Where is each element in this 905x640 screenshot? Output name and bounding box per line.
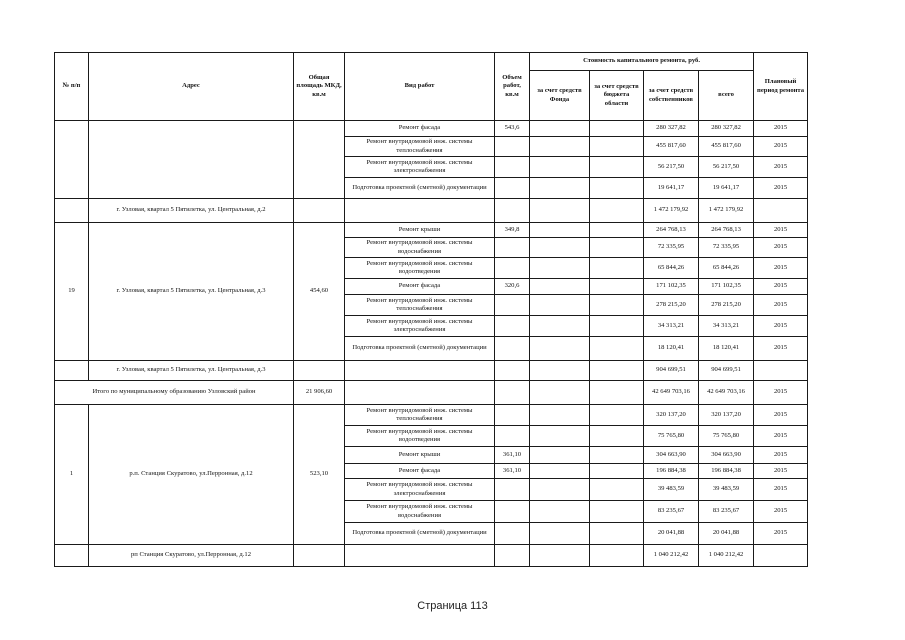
total-cost-cell: 19 641,17 [699,178,754,199]
own-cost-cell: 34 313,21 [644,316,699,337]
own-cost-cell: 19 641,17 [644,178,699,199]
volume-cell [495,258,530,279]
col-header-cost-group: Стоимость капитального ремонта, руб. [530,53,754,71]
year-cell: 2015 [754,316,808,337]
total-cost-cell: 72 335,95 [699,238,754,258]
volume-cell: 349,8 [495,223,530,238]
page-number: Страница 113 [417,600,488,612]
col-header-address: Адрес [89,53,294,121]
total-cost-cell: 75 765,80 [699,426,754,447]
work-cell: Ремонт внутридомовой инж. системы теплоснабжения [345,295,495,316]
total-cost-cell: 39 483,59 [699,479,754,501]
subtotal-row [55,361,808,381]
subtotal-label: г. Узловая, квартал 5 Пятилетка, ул. Центральная, д.2 [89,199,294,223]
volume-cell [495,157,530,178]
year-cell: 2015 [754,178,808,199]
subtotal-row [55,199,808,223]
subtotal-label: рп Станция Скуратово, ул.Перронная, д.12 [89,545,294,567]
year-cell: 2015 [754,279,808,295]
work-cell: Подготовка проектной (сметной) документации [345,337,495,361]
year-cell: 2015 [754,295,808,316]
own-cost-cell: 56 217,50 [644,157,699,178]
own-cost-cell: 72 335,95 [644,238,699,258]
work-cell: Ремонт внутридомовой инж. системы теплоснабжения [345,405,495,426]
work-cell: Ремонт внутридомовой инж. системы водоотведения [345,258,495,279]
year-cell: 2015 [754,426,808,447]
subtotal-total: 904 699,51 [699,361,754,381]
own-cost-cell: 278 215,20 [644,295,699,316]
year-cell: 2015 [754,447,808,464]
col-header-fund: за счет средств Фонда [530,71,590,121]
address-cell: г. Узловая, квартал 5 Пятилетка, ул. Центральная, д.3 [89,223,294,361]
table-row [55,223,808,238]
volume-cell [495,523,530,545]
own-cost-cell: 65 844,26 [644,258,699,279]
volume-cell [495,479,530,501]
subtotal-total: 1 040 212,42 [699,545,754,567]
volume-cell [495,238,530,258]
total-cost-cell: 18 120,41 [699,337,754,361]
work-cell: Ремонт внутридомовой инж. системы электроснабжения [345,479,495,501]
total-cost-cell: 34 313,21 [699,316,754,337]
own-cost-cell: 320 137,20 [644,405,699,426]
table-row [55,405,808,426]
own-cost-cell: 171 102,35 [644,279,699,295]
address-cell [89,121,294,199]
volume-cell [495,137,530,157]
work-cell: Подготовка проектной (сметной) документации [345,178,495,199]
own-cost-cell: 18 120,41 [644,337,699,361]
volume-cell: 320,6 [495,279,530,295]
total-cost-cell: 20 041,88 [699,523,754,545]
year-cell: 2015 [754,337,808,361]
row-num-cell: 1 [55,405,89,545]
municipal-total-area: 21 906,60 [294,381,345,405]
municipal-total-year: 2015 [754,381,808,405]
year-cell: 2015 [754,479,808,501]
total-cost-cell: 264 768,13 [699,223,754,238]
table-row [55,121,808,137]
total-cost-cell: 196 884,38 [699,464,754,479]
volume-cell [495,178,530,199]
own-cost-cell: 75 765,80 [644,426,699,447]
total-cost-cell: 320 137,20 [699,405,754,426]
year-cell: 2015 [754,223,808,238]
own-cost-cell: 196 884,38 [644,464,699,479]
total-cost-cell: 65 844,26 [699,258,754,279]
volume-cell [495,295,530,316]
year-cell: 2015 [754,238,808,258]
col-header-volume: Объем работ, кв.м [495,53,530,121]
year-cell: 2015 [754,523,808,545]
subtotal-row [55,545,808,567]
volume-cell: 361,10 [495,447,530,464]
volume-cell [495,316,530,337]
row-num-cell [55,121,89,199]
volume-cell: 361,10 [495,464,530,479]
work-cell: Ремонт внутридомовой инж. системы теплоснабжения [345,137,495,157]
subtotal-own: 1 472 179,92 [644,199,699,223]
col-header-work: Вид работ [345,53,495,121]
own-cost-cell: 280 327,82 [644,121,699,137]
subtotal-label: г. Узловая, квартал 5 Пятилетка, ул. Центральная, д.3 [89,361,294,381]
col-header-total: всего [699,71,754,121]
subtotal-own: 904 699,51 [644,361,699,381]
work-cell: Ремонт внутридомовой инж. системы водоотведения [345,426,495,447]
year-cell: 2015 [754,157,808,178]
year-cell: 2015 [754,258,808,279]
subtotal-total: 1 472 179,92 [699,199,754,223]
area-cell: 523,10 [294,405,345,545]
repair-register-table [54,52,808,567]
volume-cell: 543,6 [495,121,530,137]
total-cost-cell: 455 817,60 [699,137,754,157]
col-header-period: Плановый период ремонта [754,53,808,121]
work-cell: Ремонт крыши [345,447,495,464]
own-cost-cell: 455 817,60 [644,137,699,157]
municipal-total-total: 42 649 703,16 [699,381,754,405]
col-header-own: за счет средств собственников [644,71,699,121]
volume-cell [495,405,530,426]
col-header-num: № п/п [55,53,89,121]
area-cell [294,121,345,199]
volume-cell [495,426,530,447]
own-cost-cell: 83 235,67 [644,501,699,523]
subtotal-own: 1 040 212,42 [644,545,699,567]
work-cell: Ремонт фасада [345,464,495,479]
own-cost-cell: 39 483,59 [644,479,699,501]
register-sheet [54,52,805,571]
address-cell: р.п. Станция Скуратово, ул.Перронная, д.12 [89,405,294,545]
work-cell: Ремонт фасада [345,121,495,137]
own-cost-cell: 264 768,13 [644,223,699,238]
row-num-cell: 19 [55,223,89,361]
total-cost-cell: 280 327,82 [699,121,754,137]
volume-cell [495,501,530,523]
col-header-region: за счет средств бюджета области [590,71,644,121]
municipal-total-row [55,381,808,405]
municipal-total-own: 42 649 703,16 [644,381,699,405]
work-cell: Ремонт внутридомовой инж. системы электроснабжения [345,316,495,337]
year-cell: 2015 [754,137,808,157]
own-cost-cell: 20 041,88 [644,523,699,545]
year-cell: 2015 [754,501,808,523]
work-cell: Ремонт внутридомовой инж. системы водоснабжения [345,501,495,523]
own-cost-cell: 304 663,90 [644,447,699,464]
area-cell: 454,60 [294,223,345,361]
total-cost-cell: 304 663,90 [699,447,754,464]
total-cost-cell: 278 215,20 [699,295,754,316]
volume-cell [495,337,530,361]
year-cell: 2015 [754,464,808,479]
year-cell: 2015 [754,121,808,137]
work-cell: Ремонт внутридомовой инж. системы электроснабжения [345,157,495,178]
total-cost-cell: 56 217,50 [699,157,754,178]
work-cell: Ремонт фасада [345,279,495,295]
work-cell: Подготовка проектной (сметной) документации [345,523,495,545]
work-cell: Ремонт внутридомовой инж. системы водоснабжения [345,238,495,258]
work-cell: Ремонт крыши [345,223,495,238]
year-cell: 2015 [754,405,808,426]
total-cost-cell: 83 235,67 [699,501,754,523]
col-header-area: Общая площадь МКД, кв.м [294,53,345,121]
municipal-total-label: Итого по муниципальному образованию Узловский район [55,381,294,405]
total-cost-cell: 171 102,35 [699,279,754,295]
